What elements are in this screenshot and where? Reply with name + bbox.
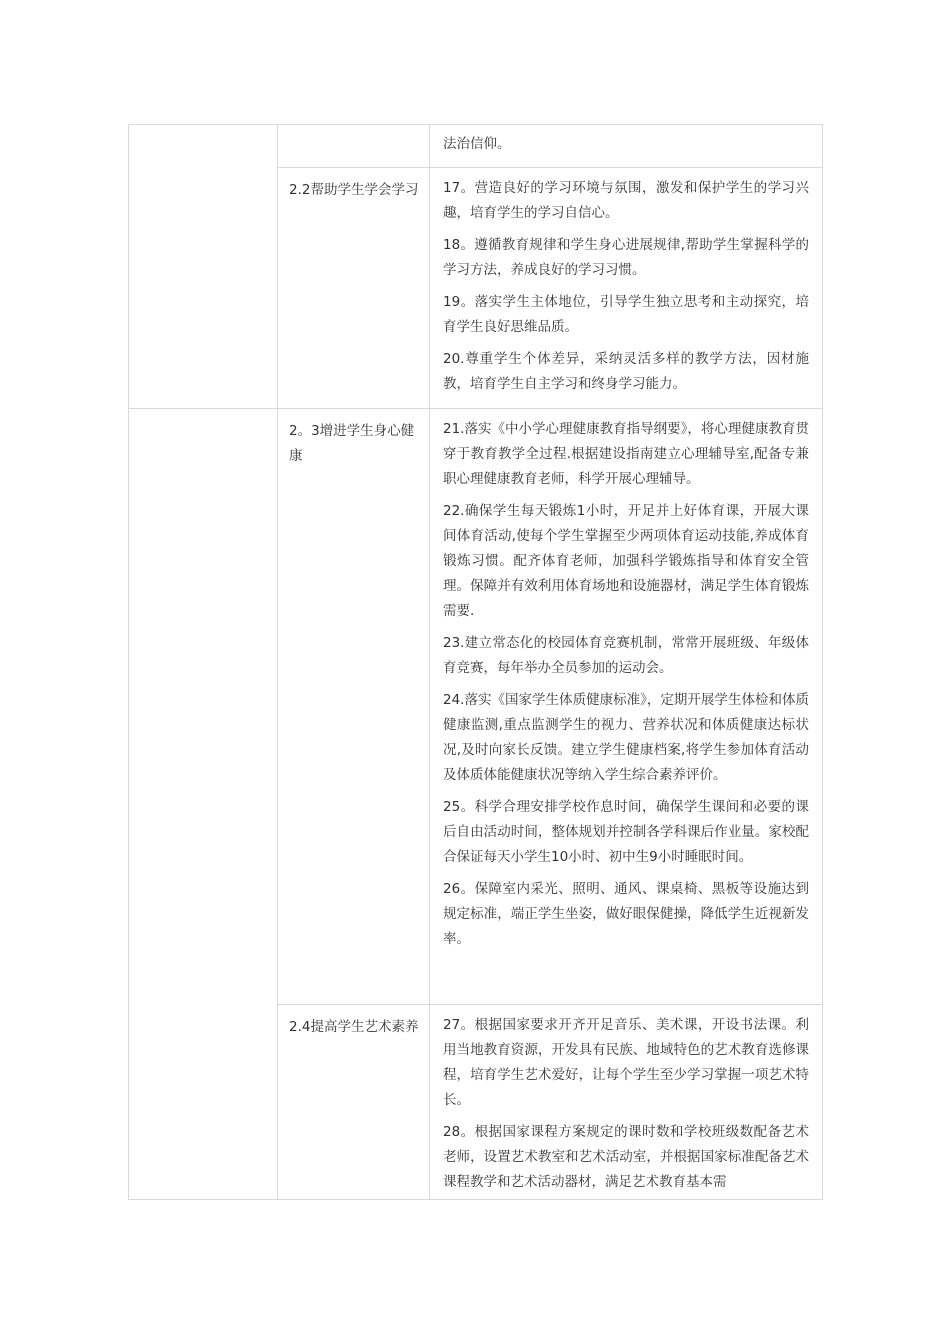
list-item: 25。科学合理安排学校作息时间，确保学生课间和必要的课后自由活动时间，整体规划并控制各学科课后作业量。家校配合保证每天小学生10小时、初中生9小时睡眠时间。 (443, 799, 809, 865)
section-cell (129, 125, 278, 409)
list-item: 22.确保学生每天锻炼1小时，开足并上好体育课，开展大课间体育活动,使每个学生掌握至少两项体育运动技能,养成体育锻炼习惯。配齐体育老师，加强科学锻炼指导和体育安全管理。保障并有效利用体育场地和设施器材，满足学生体育锻炼需要. (443, 503, 809, 619)
section-label (129, 125, 277, 135)
list-item: 20.尊重学生个体差异，采纳灵活多样的教学方法，因材施教，培育学生自主学习和终身学习能力。 (443, 351, 809, 392)
content-cell (430, 168, 823, 409)
section-label (129, 409, 277, 419)
list-item: 19。落实学生主体地位，引导学生独立思考和主动探究，培育学生良好思维品质。 (443, 294, 809, 335)
list-item: 法治信仰。 (443, 136, 511, 152)
subtitle-cell (278, 125, 430, 168)
list-item: 18。遵循教育规律和学生身心进展规律,帮助学生掌握科学的学习方法，养成良好的学习习惯。 (443, 237, 809, 278)
subtitle-cell (278, 1005, 430, 1200)
table-row (129, 125, 823, 168)
list-item: 23.建立常态化的校园体育竞赛机制，常常开展班级、年级体育竞赛，每年举办全员参加的运动会。 (443, 635, 809, 676)
standards-table (128, 124, 823, 1200)
content-cell (430, 409, 823, 1005)
content-cell (430, 1005, 823, 1200)
subtitle-cell (278, 168, 430, 409)
list-item: 26。保障室内采光、照明、通风、课桌椅、黑板等设施达到规定标准，端正学生坐姿，做好眼保健操，降低学生近视新发率。 (443, 881, 809, 947)
subtitle-label: 2.4提高学生艺术素养 (289, 1019, 419, 1035)
list-item: 27。根据国家要求开齐开足音乐、美术课，开设书法课。利用当地教育资源，开发具有民族、地域特色的艺术教育选修课程，培育学生艺术爱好，让每个学生至少学习掌握一项艺术特长。 (443, 1017, 809, 1108)
list-item: 17。营造良好的学习环境与氛围，激发和保护学生的学习兴趣，培育学生的学习自信心。 (443, 180, 809, 221)
list-item: 24.落实《国家学生体质健康标准》，定期开展学生体检和体质健康监测,重点监测学生的视力、营养状况和体质健康达标状况,及时向家长反馈。建立学生健康档案,将学生参加体育活动及体质体能健康状况等纳入学生综合素养评价。 (443, 692, 809, 783)
section-cell (129, 409, 278, 1200)
subtitle-label (278, 125, 429, 135)
list-item: 21.落实《中小学心理健康教育指导纲要》，将心理健康教育贯穿于教育教学全过程.根据建设指南建立心理辅导室,配备专兼职心理健康教育老师，科学开展心理辅导。 (443, 421, 809, 487)
subtitle-cell (278, 409, 430, 1005)
table-row (129, 409, 823, 1005)
subtitle-label: 2。3增进学生身心健康 (289, 423, 415, 464)
list-item: 28。根据国家课程方案规定的课时数和学校班级数配备艺术老师，设置艺术教室和艺术活动室，并根据国家标准配备艺术课程教学和艺术活动器材，满足艺术教育基本需 (443, 1124, 809, 1190)
content-cell (430, 125, 823, 168)
subtitle-label: 2.2帮助学生学会学习 (289, 182, 419, 198)
